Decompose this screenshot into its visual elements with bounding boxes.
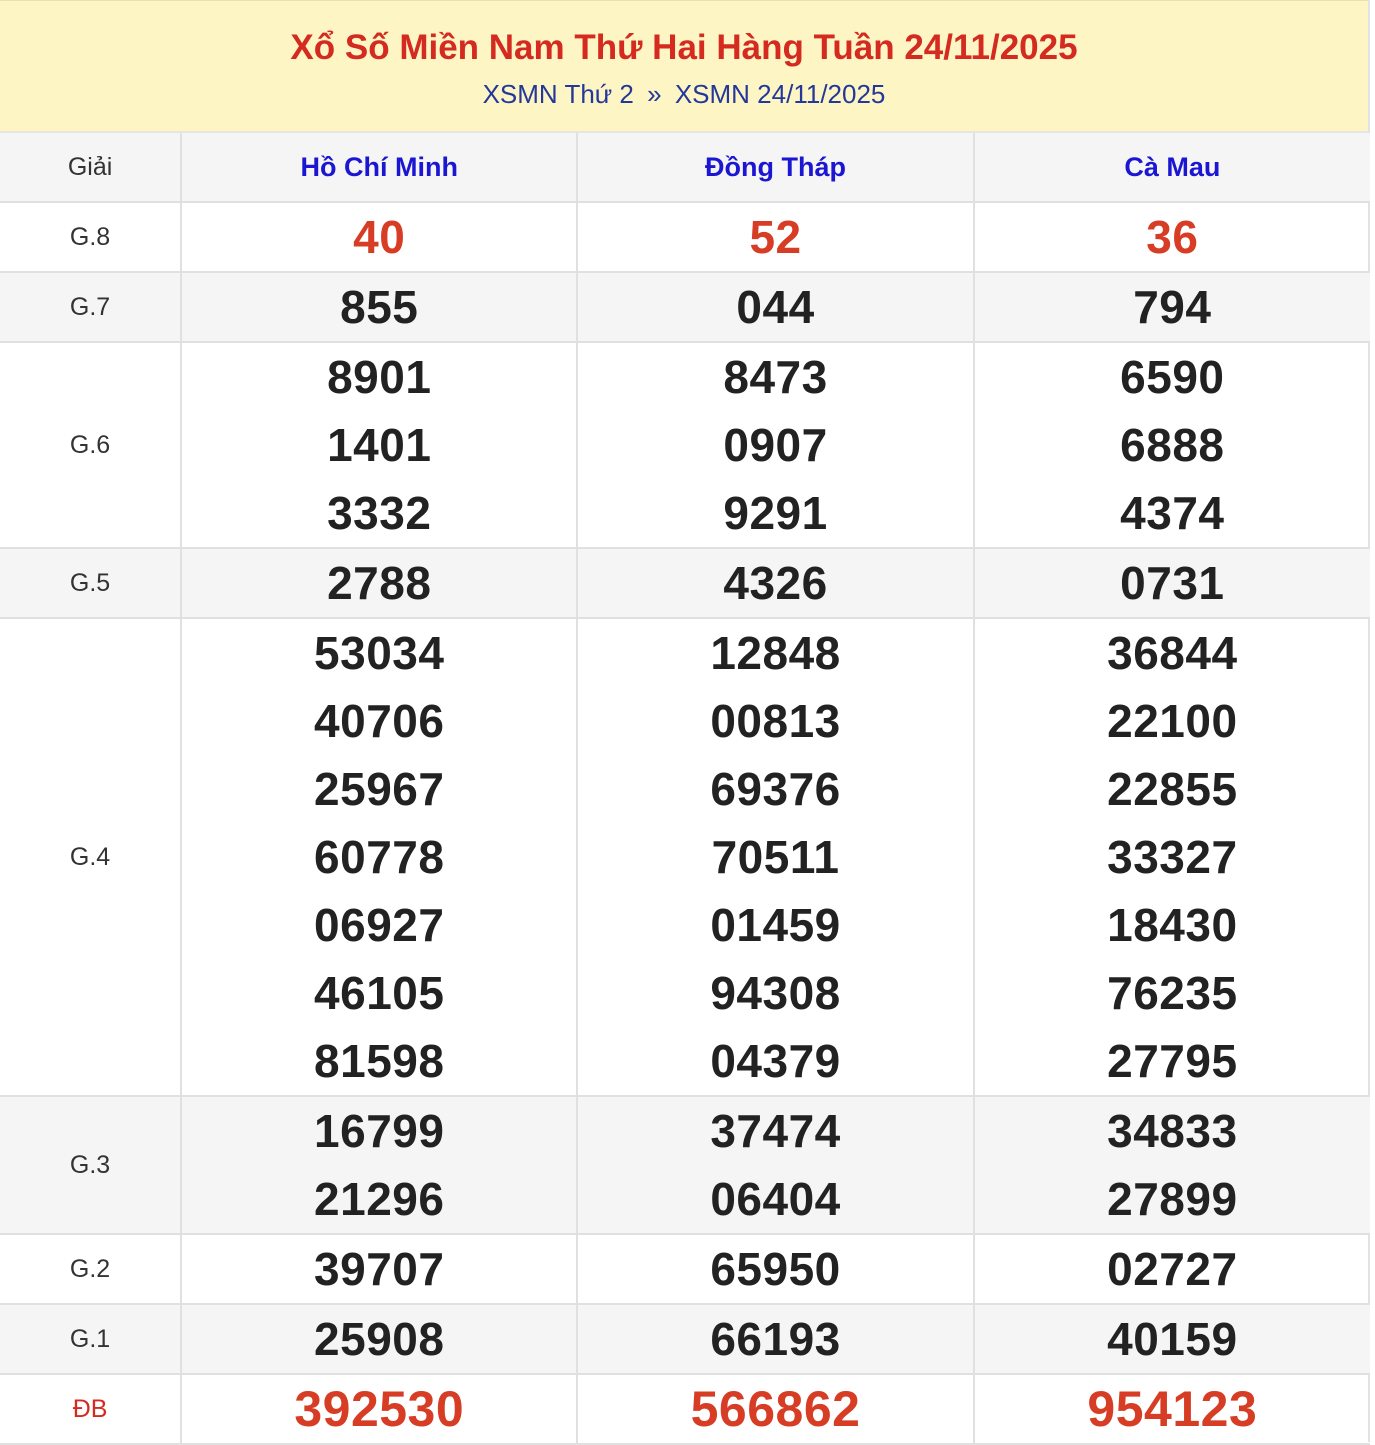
breadcrumb-link-xsmn-date[interactable]: XSMN 24/11/2025 bbox=[674, 79, 886, 109]
winning-number: 25908 bbox=[314, 1313, 445, 1365]
prize-label: ĐB bbox=[0, 1374, 181, 1444]
winning-number: 04379 bbox=[710, 1035, 841, 1087]
winning-number: 1401 bbox=[327, 419, 432, 471]
province-header-ca-mau[interactable]: Cà Mau bbox=[974, 133, 1370, 202]
winning-number: 52 bbox=[749, 211, 802, 263]
winning-number: 392530 bbox=[294, 1381, 465, 1437]
result-cell bbox=[181, 1234, 577, 1304]
result-cell bbox=[577, 1234, 973, 1304]
results-header bbox=[0, 0, 1368, 133]
winning-number: 33327 bbox=[1107, 831, 1238, 883]
breadcrumb bbox=[0, 79, 1368, 109]
page-title: Xổ Số Miền Nam Thứ Hai Hàng Tuần 24/11/2025 bbox=[290, 28, 1078, 67]
result-cell bbox=[974, 1304, 1370, 1374]
result-cell bbox=[974, 272, 1370, 342]
result-cell bbox=[181, 1374, 577, 1444]
winning-number: 53034 bbox=[314, 627, 445, 679]
winning-number: 27899 bbox=[1107, 1173, 1238, 1225]
prize-row bbox=[0, 1374, 1370, 1444]
result-cell bbox=[577, 202, 973, 272]
result-cell bbox=[181, 202, 577, 272]
winning-number: 37474 bbox=[710, 1105, 841, 1157]
result-cell bbox=[974, 202, 1370, 272]
winning-number: 3332 bbox=[327, 487, 432, 539]
winning-number: 9291 bbox=[723, 487, 828, 539]
winning-number: 855 bbox=[340, 281, 419, 333]
winning-number: 40 bbox=[353, 211, 406, 263]
winning-number: 01459 bbox=[710, 899, 841, 951]
result-cell bbox=[577, 618, 973, 1096]
prize-row bbox=[0, 618, 1370, 1096]
winning-number: 70511 bbox=[711, 831, 840, 883]
winning-number: 02727 bbox=[1107, 1243, 1238, 1295]
winning-number: 25967 bbox=[314, 763, 445, 815]
winning-number: 566862 bbox=[690, 1381, 861, 1437]
winning-number: 81598 bbox=[314, 1035, 445, 1087]
province-header-ho-chi-minh[interactable]: Hồ Chí Minh bbox=[181, 133, 577, 202]
prize-label: G.8 bbox=[0, 202, 181, 272]
winning-number: 12848 bbox=[710, 627, 841, 679]
prize-label: G.2 bbox=[0, 1234, 181, 1304]
result-cell bbox=[181, 342, 577, 548]
winning-number: 8901 bbox=[327, 351, 432, 403]
winning-number: 22855 bbox=[1107, 763, 1238, 815]
winning-number: 40159 bbox=[1107, 1313, 1238, 1365]
result-cell bbox=[181, 1096, 577, 1234]
result-cell bbox=[577, 272, 973, 342]
result-cell bbox=[181, 272, 577, 342]
prize-row bbox=[0, 1234, 1370, 1304]
winning-number: 46105 bbox=[314, 967, 445, 1019]
winning-number: 8473 bbox=[723, 351, 828, 403]
winning-number: 06404 bbox=[710, 1173, 841, 1225]
prize-label: G.3 bbox=[0, 1096, 181, 1234]
result-cell bbox=[577, 1096, 973, 1234]
result-cell bbox=[577, 342, 973, 548]
winning-number: 4326 bbox=[723, 557, 828, 609]
prize-row bbox=[0, 1096, 1370, 1234]
prize-row bbox=[0, 342, 1370, 548]
result-cell bbox=[577, 1374, 973, 1444]
result-cell bbox=[974, 1096, 1370, 1234]
result-cell bbox=[974, 548, 1370, 618]
winning-number: 794 bbox=[1133, 281, 1212, 333]
result-cell bbox=[577, 548, 973, 618]
winning-number: 954123 bbox=[1087, 1381, 1258, 1437]
winning-number: 0907 bbox=[723, 419, 828, 471]
winning-number: 36 bbox=[1146, 211, 1199, 263]
result-cell bbox=[974, 1374, 1370, 1444]
prize-row bbox=[0, 202, 1370, 272]
winning-number: 27795 bbox=[1107, 1035, 1238, 1087]
prize-label: G.4 bbox=[0, 618, 181, 1096]
result-cell bbox=[974, 1234, 1370, 1304]
prize-label: G.6 bbox=[0, 342, 181, 548]
prize-label: G.5 bbox=[0, 548, 181, 618]
prize-row bbox=[0, 548, 1370, 618]
breadcrumb-separator: » bbox=[647, 79, 662, 109]
winning-number: 60778 bbox=[314, 831, 445, 883]
winning-number: 2788 bbox=[327, 557, 432, 609]
winning-number: 94308 bbox=[710, 967, 841, 1019]
prize-row bbox=[0, 272, 1370, 342]
winning-number: 22100 bbox=[1107, 695, 1238, 747]
winning-number: 36844 bbox=[1107, 627, 1238, 679]
winning-number: 34833 bbox=[1107, 1105, 1238, 1157]
winning-number: 00813 bbox=[710, 695, 841, 747]
winning-number: 4374 bbox=[1120, 487, 1225, 539]
winning-number: 044 bbox=[736, 281, 815, 333]
result-cell bbox=[181, 1304, 577, 1374]
province-header-dong-thap[interactable]: Đồng Tháp bbox=[577, 133, 973, 202]
winning-number: 21296 bbox=[314, 1173, 445, 1225]
winning-number: 0731 bbox=[1120, 557, 1225, 609]
results-table bbox=[0, 133, 1370, 1445]
winning-number: 66193 bbox=[710, 1313, 841, 1365]
winning-number: 40706 bbox=[314, 695, 445, 747]
prize-label: G.7 bbox=[0, 272, 181, 342]
winning-number: 18430 bbox=[1107, 899, 1238, 951]
result-cell bbox=[181, 618, 577, 1096]
winning-number: 16799 bbox=[314, 1105, 445, 1157]
result-cell bbox=[577, 1304, 973, 1374]
prize-column-header: Giải bbox=[0, 133, 181, 202]
winning-number: 65950 bbox=[710, 1243, 841, 1295]
winning-number: 06927 bbox=[314, 899, 445, 951]
winning-number: 69376 bbox=[710, 763, 841, 815]
result-cell bbox=[181, 548, 577, 618]
result-cell bbox=[974, 342, 1370, 548]
winning-number: 76235 bbox=[1107, 967, 1238, 1019]
breadcrumb-link-xsmn-thu-2[interactable]: XSMN Thứ 2 bbox=[482, 79, 634, 109]
result-cell bbox=[974, 618, 1370, 1096]
table-header-row bbox=[0, 133, 1370, 202]
prize-row bbox=[0, 1304, 1370, 1374]
winning-number: 6888 bbox=[1120, 419, 1225, 471]
winning-number: 39707 bbox=[314, 1243, 445, 1295]
prize-label: G.1 bbox=[0, 1304, 181, 1374]
winning-number: 6590 bbox=[1120, 351, 1225, 403]
